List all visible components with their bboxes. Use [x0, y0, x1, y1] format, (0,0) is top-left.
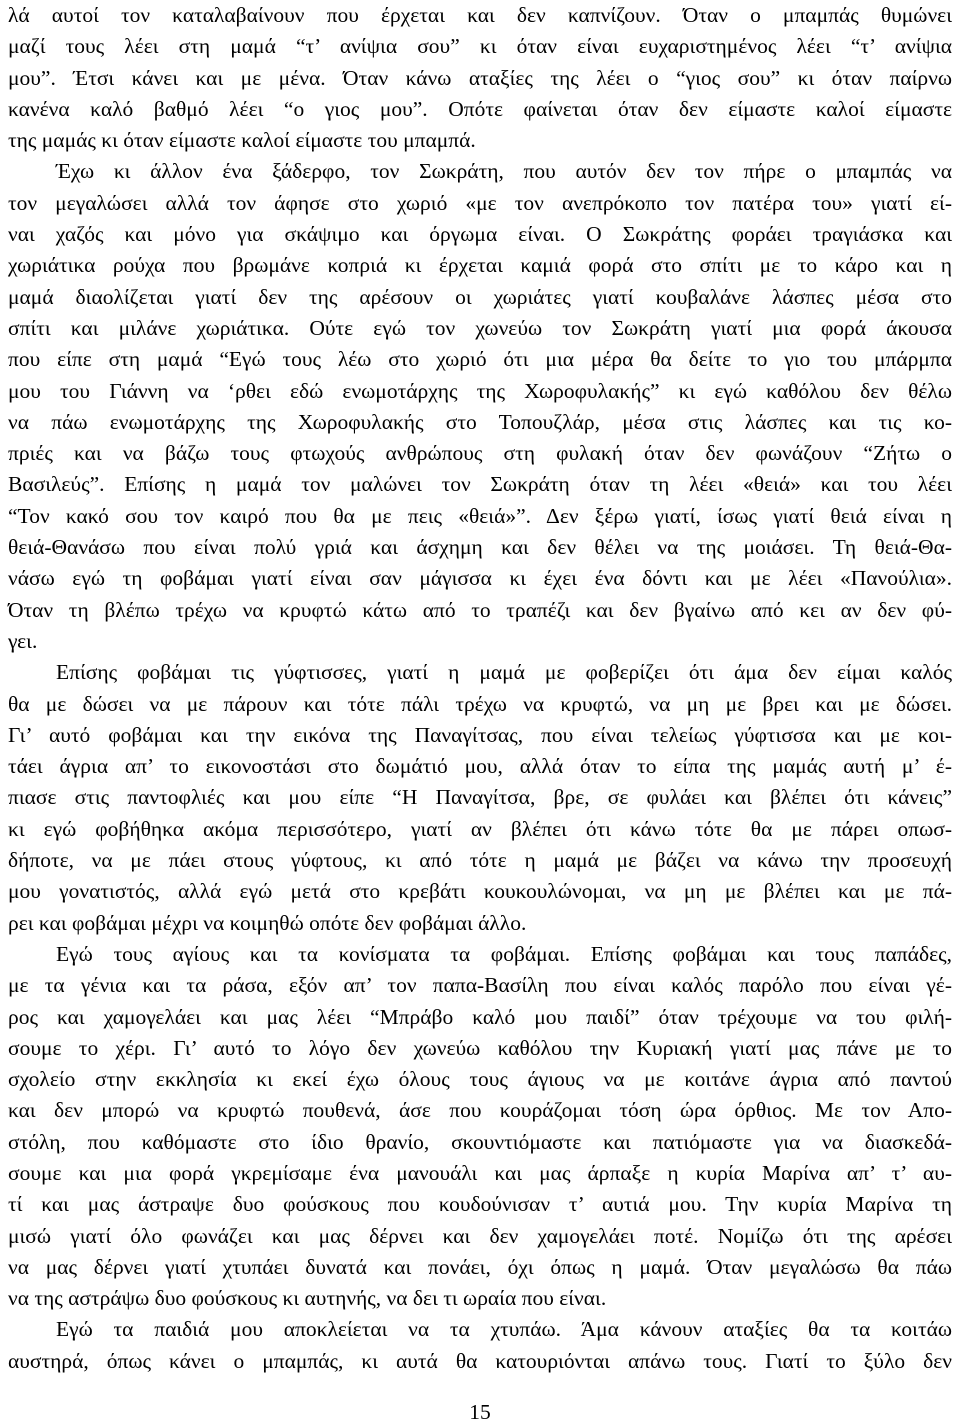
text-line: ρος και χαμογελάει και μας λέει “Μπράβο καλό μου παιδί” όταν τρέχουμε να του φιλή-: [8, 1004, 952, 1029]
paragraph: [8, 156, 952, 657]
text-line: Εγώ τους αγίους και τα κονίσματα τα φοβάμαι. Επίσης φοβάμαι και τους παπάδες,: [56, 941, 952, 966]
text-line: λά αυτοί τον καταλαβαίνουν που έρχεται και δεν καπνίζουν. Όταν ο μπαμπάς θυμώνει: [8, 3, 952, 27]
text-line: σουμε και μια φορά γκρεμίσαμε ένα μανουάλι και μας άρπαξε η κυρία Μαρίνα απ’ τ’ αυ-: [8, 1160, 952, 1185]
text-line: Βασιλεύς”. Επίσης η μαμά τον μαλώνει τον Σωκράτη όταν τη λέει «θειά» και του λέει: [8, 472, 952, 497]
text-line: αυστηρά, όπως κάνει ο μπαμπάς, κι αυτά θα κατουριόνται απάνω τους. Γιατί το ξύλο δεν: [8, 1348, 952, 1373]
text-line: δήποτε, να με πάει στους γύφτους, κι από τότε η μαμά με βάζει να κάνω την προσευχή: [8, 848, 952, 873]
text-line: μου”. Έτσι κάνει και με μένα. Όταν κάνω αταξίες της λέει ο “γιος σου” κι όταν παίρνω: [8, 65, 952, 90]
text-line: κι εγώ φοβήθηκα ακόμα περισσότερο, γιατί αν βλέπει ότι κάνω τότε θα με πάρει οπωσ-: [8, 816, 952, 841]
text-line: χωριάτικα ρούχα που βρωμάνε κοπριά κι έρχεται καμιά φορά στο σπίτι με το κάρο και η: [8, 253, 952, 278]
text-line: να πάω ενωμοτάρχης της Χωροφυλακής στο Τοπουζλάρ, μέσα στις λάσπες και τις κο-: [8, 409, 952, 434]
text-line: τον μεγαλώσει αλλά τον άφησε στο χωριό «με τον ανεπρόκοπο τον πατέρα του» γιατί εί-: [8, 190, 952, 215]
text-line: τάει άγρια απ’ το εικονοστάσι στο δωμάτιό μου, αλλά όταν το είπα της μαμάς αυτή μ’ έ-: [8, 754, 952, 779]
text-line: Εγώ τα παιδιά μου αποκλείεται να τα χτυπάω. Άμα κάνουν αταξίες θα τα κοιτάω: [56, 1317, 952, 1342]
text-line: και δεν μπορώ να κρυφτώ πουθενά, άσε που κουράζομαι τόση ώρα όρθιος. Με τον Απο-: [8, 1098, 952, 1123]
text-line: μισώ γιατί όλο φωνάζει και μας δέρνει και δεν χαμογελάει ποτέ. Νομίζω ότι της αρέσει: [8, 1223, 952, 1248]
page-body: [8, 0, 952, 1377]
text-line: Όταν τη βλέπω τρέχω να κρυφτώ κάτω από το τραπέζι και δεν βγαίνω από κει αν δεν φύ-: [8, 597, 952, 622]
text-line: Γι’ αυτό φοβάμαι και την εικόνα της Παναγίτσας, που είναι τελείως γύφτισσα και με κοι-: [8, 722, 952, 747]
text-line: σχολείο στην εκκλησία κι εκεί έχω όλους τους άγιους να με κοιτάνε άγρια από παντού: [8, 1067, 952, 1092]
text-line: σουμε το χέρι. Γι’ αυτό το λόγο δεν χωνεύω καθόλου την Κυριακή γιατί μας πάνε με το: [8, 1035, 952, 1060]
page-number: 15: [469, 1400, 491, 1424]
text-line: Επίσης φοβάμαι τις γύφτισσες, γιατί η μαμά με φοβερίζει ότι άμα δεν είμαι καλός: [56, 660, 952, 685]
paragraph: [8, 0, 952, 156]
text-line: θειά-Θανάσω που είναι πολύ γριά και άσχημη και δεν θέλει να της μοιάσει. Τη θειά-Θα-: [8, 535, 952, 560]
text-line: με τα γένια και τα ράσα, εξόν απ’ τον παπα-Βασίλη που είναι καλός παρόλο που είναι γέ-: [8, 973, 952, 998]
text-line: ναι χαζός και μόνο για σκάψιμο και όργωμα είναι. Ο Σωκράτης φοράει τραγιάσκα και: [8, 222, 952, 247]
text-line: τί και μας άστραψε δυο φούσκους που κουδούνισαν τ’ αυτιά μου. Την κυρία Μαρίνα τη: [8, 1192, 952, 1217]
text-line: πριές και να βάζω τους φτωχούς ανθρώπους στη φυλακή όταν δεν φωνάζουν “Ζήτω ο: [8, 441, 952, 466]
paragraph: [8, 1314, 952, 1377]
text-line: πιασε στις παντοφλιές και μου είπε “Η Παναγίτσα, βρε, σε φυλάει και βλέπει ότι κάνεις”: [8, 785, 952, 810]
text-line: στόλη, που καθόμαστε στο ίδιο θρανίο, σκουντιόμαστε και πατιόμαστε για να διασκεδά-: [8, 1129, 952, 1154]
text-line: Έχω κι άλλον ένα ξάδερφο, τον Σωκράτη, που αυτόν δεν τον πήρε ο μπαμπάς να: [56, 159, 952, 184]
text-line: να μας δέρνει γιατί χτυπάει δυνατά και πονάει, όχι όπως η μαμά. Όταν μεγαλώσω θα πάω: [8, 1254, 952, 1279]
text-line: “Τον κακό σου τον καιρό που θα με πεις «θειά»”. Δεν ξέρω γιατί, ίσως γιατί θειά είναι η: [8, 503, 952, 528]
paragraph: [8, 657, 952, 939]
text-line: μαζί τους λέει στη μαμά “τ’ ανίψια σου” κι όταν είναι ευχαριστημένος λέει “τ’ ανίψια: [8, 34, 952, 59]
text-line: θα με δώσει να με πάρουν και τότε πάλι τρέχω να κρυφτώ, να μη με βρει και με δώσει.: [8, 691, 952, 716]
text-line: μου του Γιάννη να ‘ρθει εδώ ενωμοτάρχης της Χωροφυλακής” κι εγώ καθόλου δεν θέλω: [8, 378, 952, 403]
text-line: της μαμάς κι όταν είμαστε καλοί είμαστε του μπαμπά.: [8, 128, 476, 153]
text-line: μαμά διαολίζεται γιατί δεν της αρέσουν οι χωριάτες γιατί κουβαλάνε λάσπες μέσα στο: [8, 284, 952, 309]
text-line: να της αστράψω δυο φούσκους κι αυτηνής, να δει τι ωραία που είναι.: [8, 1286, 607, 1311]
text-line: ρει και φοβάμαι μέχρι να κοιμηθώ οπότε δεν φοβάμαι άλλο.: [8, 910, 527, 935]
text-line: νάσω εγώ τη φοβάμαι γιατί είναι σαν μάγισσα κι έχει ένα δόντι και με λέει «Πανούλια».: [8, 566, 952, 591]
text-line: κανένα καλό βαθμό λέει “ο γιος μου”. Οπότε φαίνεται όταν δεν είμαστε καλοί είμαστε: [8, 96, 952, 121]
text-line: που είπε στη μαμά “Εγώ τους λέω στο χωριό ότι μια μέρα θα δείτε το γιο του μπάρμπα: [8, 347, 952, 372]
text-line: μου γονατιστός, αλλά εγώ μετά στο κρεβάτι κουκουλώνομαι, να μη με βλέπει και με πά-: [8, 879, 952, 904]
paragraph: [8, 939, 952, 1315]
text-line: γει.: [8, 628, 38, 653]
text-line: σπίτι και μιλάνε χωριάτικα. Ούτε εγώ τον χωνεύω τον Σωκράτη γιατί μια φορά άκουσα: [8, 315, 952, 340]
